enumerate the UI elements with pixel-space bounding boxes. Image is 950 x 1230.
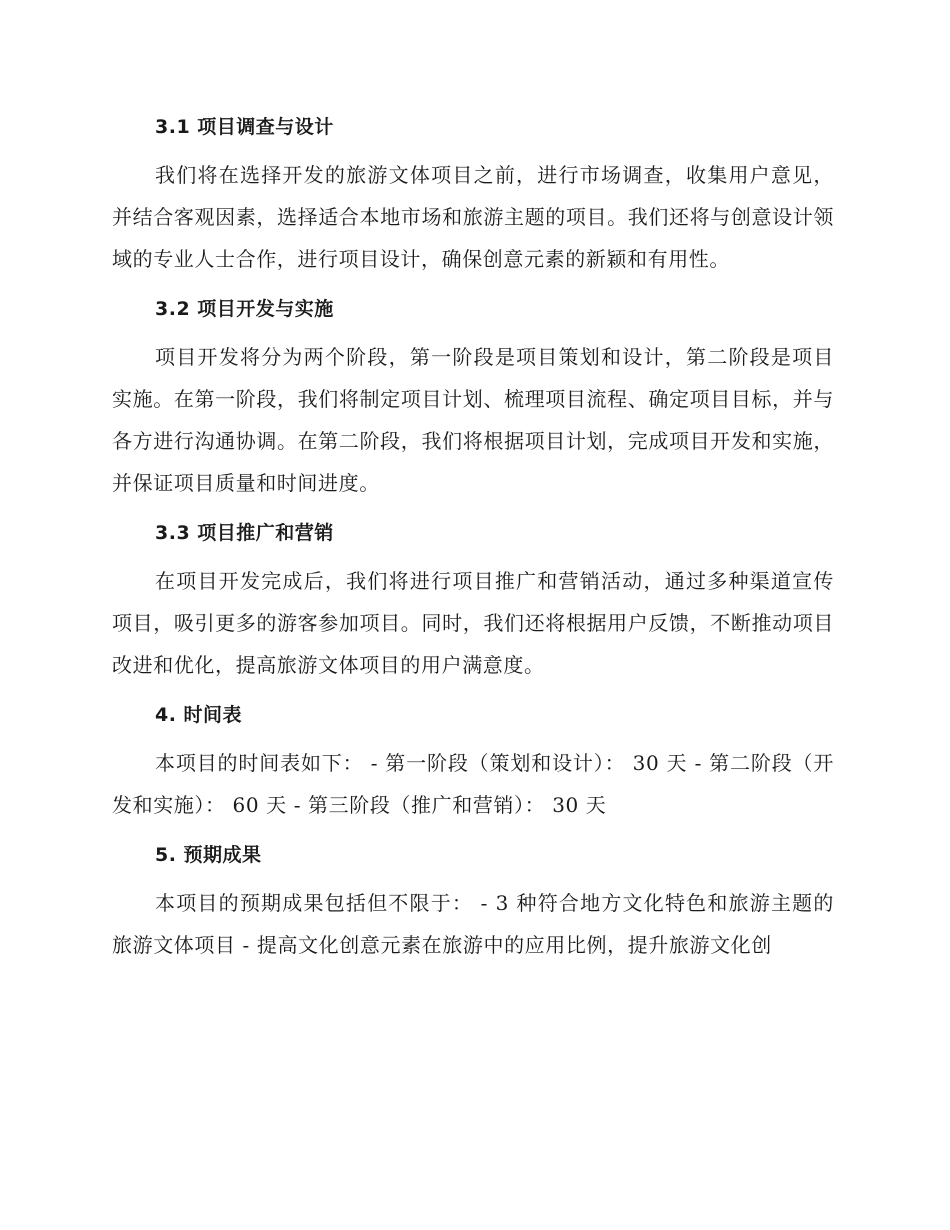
section-3-1 [112, 112, 834, 280]
section-paragraph: 项目开发将分为两个阶段，第一阶段是项目策划和设计，第二阶段是项目实施。在第一阶段，我们将制定项目计划、梳理项目流程、确定项目目标，并与各方进行沟通协调。在第二阶段，我们将根据项目计划，完成项目开发和实施，并保证项目质量和时间进度。 [112, 345, 834, 495]
section-paragraph: 本项目的时间表如下： - 第一阶段（策划和设计）： 30 天 - 第二阶段（开发和实施）： 60 天 - 第三阶段（推广和营销）： 30 天 [112, 751, 834, 817]
section-paragraph: 我们将在选择开发的旅游文体项目之前，进行市场调查，收集用户意见，并结合客观因素，选择适合本地市场和旅游主题的项目。我们还将与创意设计领域的专业人士合作，进行项目设计，确保创意元素的新颖和有用性。 [112, 163, 834, 271]
document-page [112, 112, 834, 980]
section-heading: 4. 时间表 [155, 704, 243, 726]
section-3-3 [112, 518, 834, 686]
section-heading: 5. 预期成果 [155, 844, 262, 866]
section-heading: 3.1 项目调查与设计 [155, 116, 334, 138]
section-paragraph: 本项目的预期成果包括但不限于： - 3 种符合地方文化特色和旅游主题的旅游文体项目 - 提高文化创意元素在旅游中的应用比例，提升旅游文化创 [112, 891, 834, 957]
section-heading: 3.3 项目推广和营销 [155, 522, 334, 544]
section-heading: 3.2 项目开发与实施 [155, 298, 334, 320]
section-3-2 [112, 294, 834, 504]
section-4-timeline [112, 700, 834, 826]
section-5-expected-results [112, 840, 834, 966]
section-paragraph: 在项目开发完成后，我们将进行项目推广和营销活动，通过多种渠道宣传项目，吸引更多的游客参加项目。同时，我们还将根据用户反馈，不断推动项目改进和优化，提高旅游文体项目的用户满意度。 [112, 569, 834, 677]
